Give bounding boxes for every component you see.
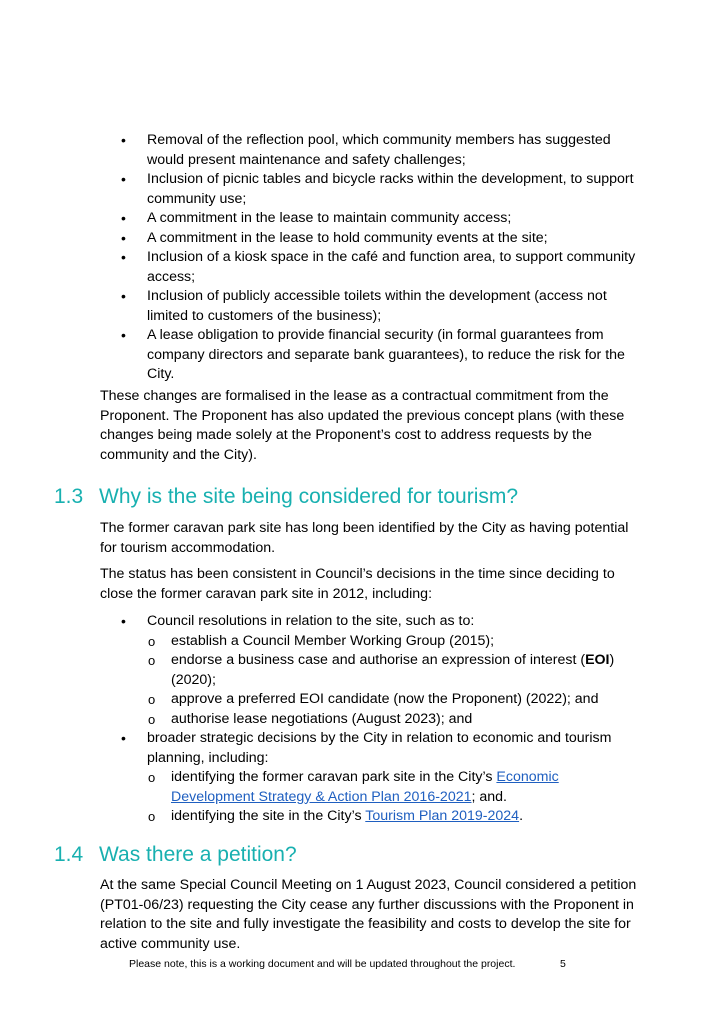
list-item: • Inclusion of picnic tables and bicycle racks within the development, to support community use; <box>100 170 640 209</box>
sub-list-item <box>147 651 640 690</box>
list-item: • A commitment in the lease to maintain community access; <box>100 209 640 229</box>
sub-list-item <box>147 768 640 807</box>
list-item: • Inclusion of publicly accessible toilets within the development (access not limited to customers of the business); <box>100 287 640 326</box>
text: endorse a business case and authorise an expression of interest ( <box>171 652 586 668</box>
decisions-bullet-list <box>100 612 640 827</box>
bold-text: EOI <box>585 652 610 668</box>
economic-strategy-link[interactable]: Economic Development Strategy & Action Plan 2016-2021 <box>171 769 559 805</box>
list-item: • Inclusion of a kiosk space in the café and function area, to support community access; <box>100 248 640 287</box>
section-heading-1-3 <box>54 485 518 509</box>
sub-list-item: o authorise lease negotiations (August 2023); and <box>147 710 640 730</box>
list-item <box>100 729 640 827</box>
text: identifying the former caravan park site in the City’s <box>171 769 497 785</box>
list-item: • A lease obligation to provide financial security (in formal guarantees from company directors and separate bank guarantees), to reduce the risk for the City. <box>100 326 640 385</box>
section-title: Was there a petition? <box>99 843 297 866</box>
section-heading-1-4 <box>54 843 297 867</box>
list-item-text: broader strategic decisions by the City in relation to economic and tourism planning, including: <box>147 730 612 766</box>
footer-note: Please note, this is a working document and will be updated throughout the project. <box>129 958 516 970</box>
changes-paragraph: These changes are formalised in the lease as a contractual commitment from the Proponent. The Proponent has also updated the previous concept plans (with these changes being made solely at the Proponent’s cost to address requests by the community and the City). <box>100 388 625 463</box>
list-item-text: Council resolutions in relation to the site, such as to: <box>147 613 475 629</box>
sub-list-item: o establish a Council Member Working Group (2015); <box>147 632 640 652</box>
paragraph: The former caravan park site has long been identified by the City as having potential for tourism accommodation. <box>100 520 629 556</box>
list-item <box>100 612 640 729</box>
text: ) (2020); <box>171 652 615 688</box>
tourism-plan-link[interactable]: Tourism Plan 2019-2024 <box>365 808 520 824</box>
list-item: • Removal of the reflection pool, which community members has suggested would present maintenance and safety challenges; <box>100 131 640 170</box>
section-title: Why is the site being considered for tourism? <box>99 485 519 508</box>
paragraph: At the same Special Council Meeting on 1 August 2023, Council considered a petition (PT01-06/23) requesting the City cease any further discussions with the Proponent in relation to the site and fully investigate the feasibility and costs to develop the site for active community use. <box>100 877 637 952</box>
intro-bullet-list <box>100 131 640 385</box>
section-number: 1.3 <box>54 485 84 508</box>
sub-list-item: o approve a preferred EOI candidate (now the Proponent) (2022); and <box>147 690 640 710</box>
text: ; and. <box>471 788 507 805</box>
sub-list <box>147 768 640 827</box>
page-number: 5 <box>560 958 566 970</box>
sub-list-item <box>147 807 640 827</box>
paragraph: The status has been consistent in Council’s decisions in the time since deciding to close the former caravan park site in 2012, including: <box>100 566 615 602</box>
section-number: 1.4 <box>54 843 84 866</box>
text: identifying the site in the City’s <box>171 808 366 824</box>
text: . <box>519 808 524 824</box>
list-item: • A commitment in the lease to hold community events at the site; <box>100 229 640 249</box>
sub-list <box>147 632 640 730</box>
